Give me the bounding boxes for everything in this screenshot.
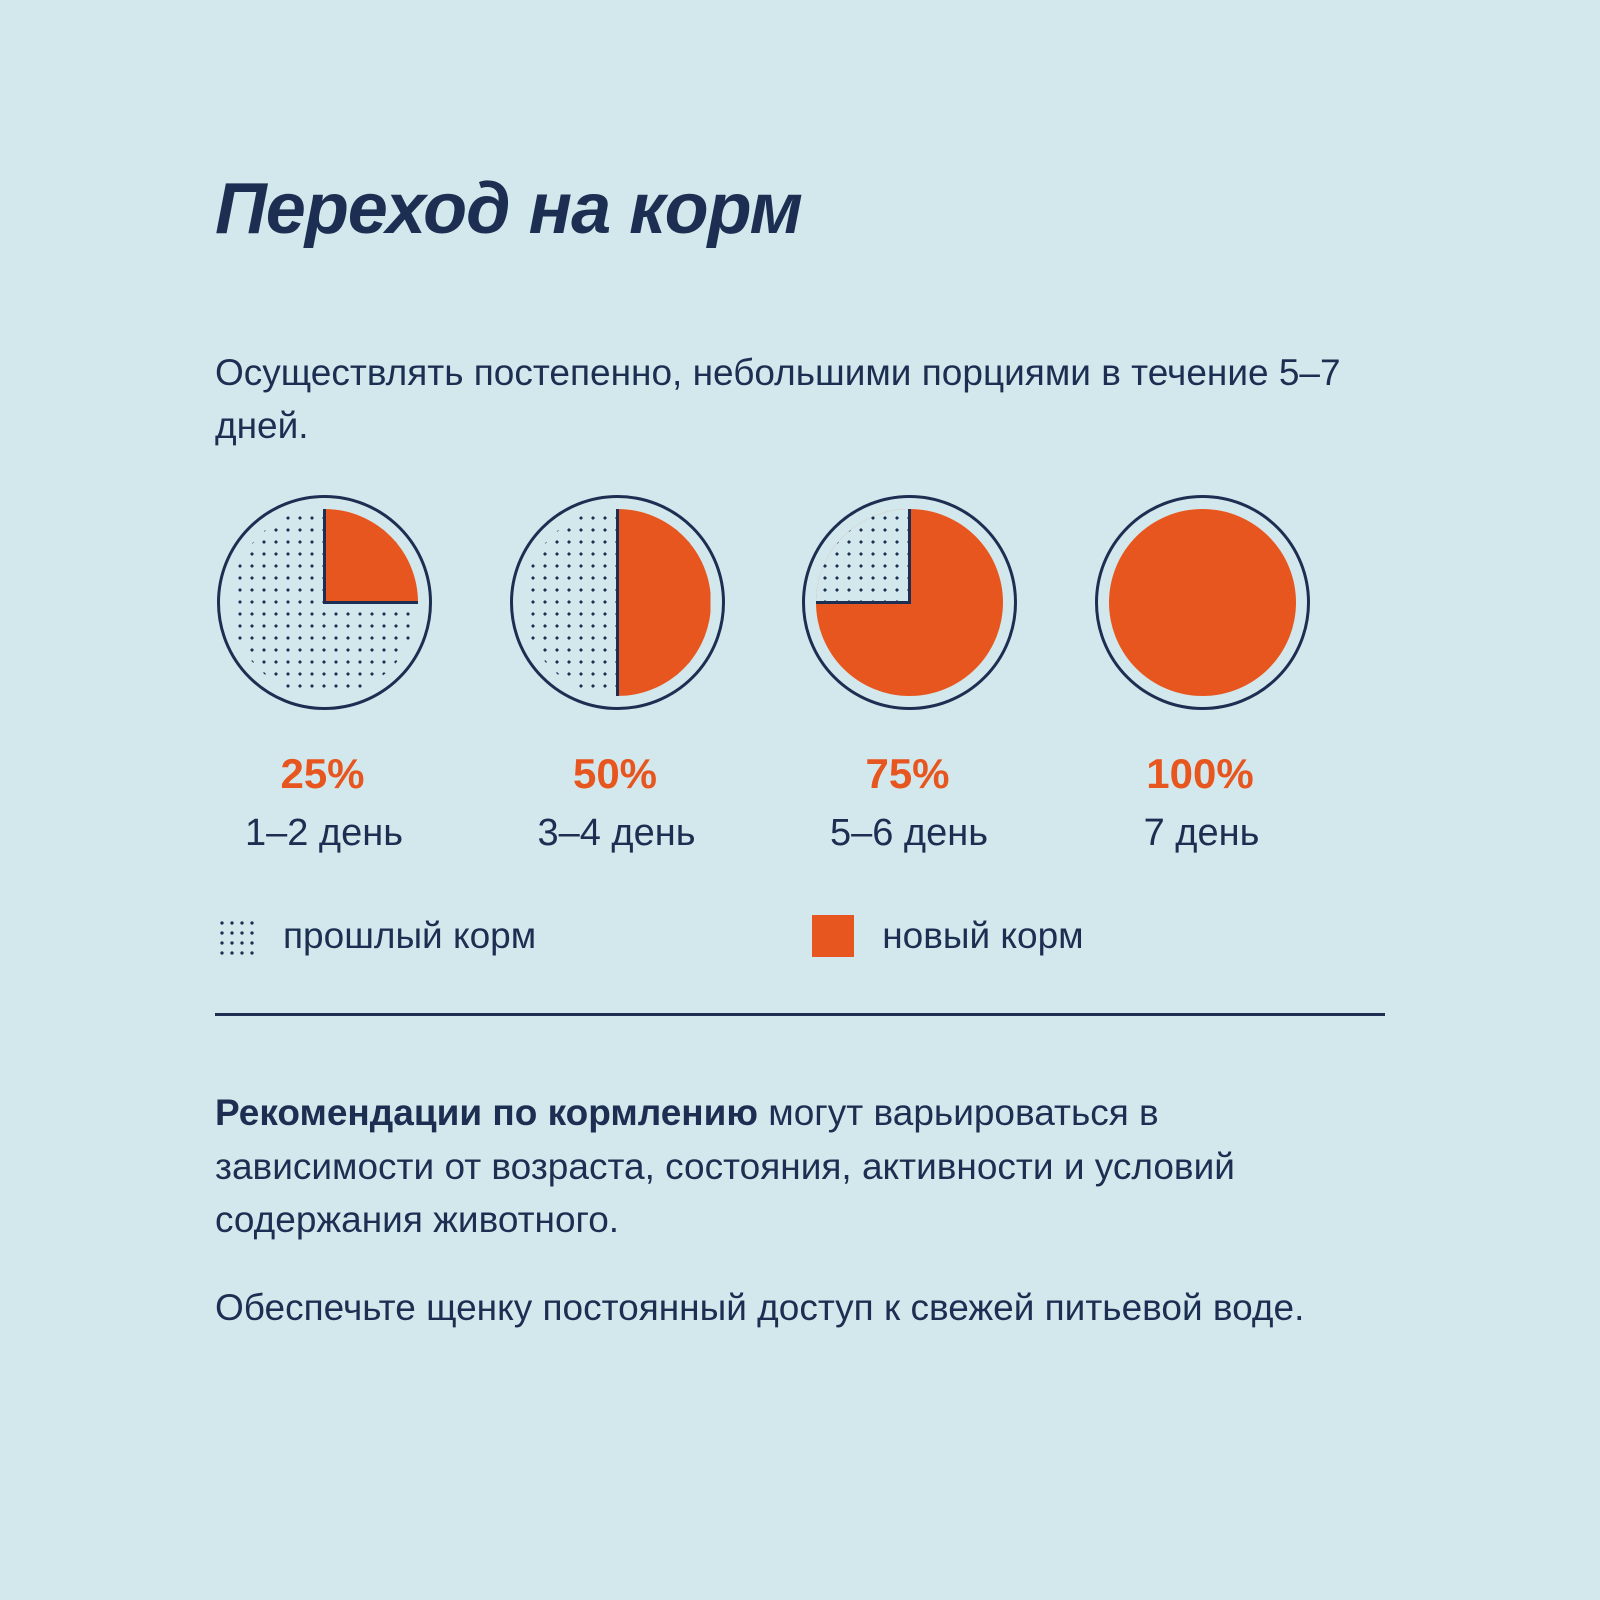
- pie-day-label: 1–2 день: [244, 811, 404, 854]
- slice-separator-vertical: [616, 509, 619, 696]
- dotted-swatch-icon: [215, 916, 255, 956]
- pie-disc: [231, 509, 418, 696]
- pie-percent-label: 25%: [280, 749, 365, 797]
- pie-percent-label: 100%: [1146, 749, 1254, 797]
- pie-chart-25-icon: [217, 495, 432, 710]
- pie-chart-75-icon: [802, 495, 1017, 710]
- note-water: Обеспечьте щенку постоянный доступ к свежей питьевой воде.: [215, 1286, 1305, 1328]
- pie-percent-label: 75%: [865, 749, 950, 797]
- note-recommendations: [215, 1086, 1385, 1247]
- slice-separator-horizontal: [323, 601, 418, 604]
- pie-step-100: [1093, 495, 1386, 855]
- slice-separator-vertical: [908, 509, 911, 603]
- pie-chart-row: [215, 495, 1385, 855]
- chart-legend: [215, 915, 1385, 957]
- legend-label-new-food: новый корм: [882, 914, 1084, 956]
- note-rest: могут варьироваться в зависимости от возраста, состояния, активности и условий содержания животного.: [215, 1091, 1235, 1241]
- new-food-slice: [1109, 509, 1296, 696]
- pie-step-25: [215, 495, 508, 855]
- pie-day-label: 5–6 день: [829, 811, 989, 854]
- slice-separator-vertical: [323, 509, 326, 603]
- pie-step-50: [508, 495, 801, 855]
- legend-label-old-food: прошлый корм: [283, 914, 537, 956]
- slice-separator-horizontal: [816, 601, 911, 604]
- intro-text: Осуществлять постепенно, небольшими порциями в течение 5–7 дней.: [215, 351, 1341, 447]
- pie-day-label: 7 день: [1143, 811, 1260, 854]
- page-title: Переход на корм: [215, 169, 802, 249]
- pie-chart-50-icon: [510, 495, 725, 710]
- pie-day-label: 3–4 день: [537, 811, 696, 854]
- pie-disc: [524, 509, 711, 696]
- pie-disc: [816, 509, 1003, 696]
- pie-percent-label: 50%: [572, 749, 658, 797]
- feeding-notes: [215, 1086, 1385, 1335]
- section-divider: [215, 1013, 1385, 1016]
- legend-item-old-food: [215, 915, 536, 957]
- pie-disc: [1109, 509, 1296, 696]
- pie-step-75: [800, 495, 1093, 855]
- orange-swatch-icon: [812, 915, 854, 957]
- note-bold-lead: Рекомендации по кормлению: [215, 1091, 758, 1133]
- legend-item-new-food: [812, 915, 1083, 957]
- pie-chart-100-icon: [1095, 495, 1310, 710]
